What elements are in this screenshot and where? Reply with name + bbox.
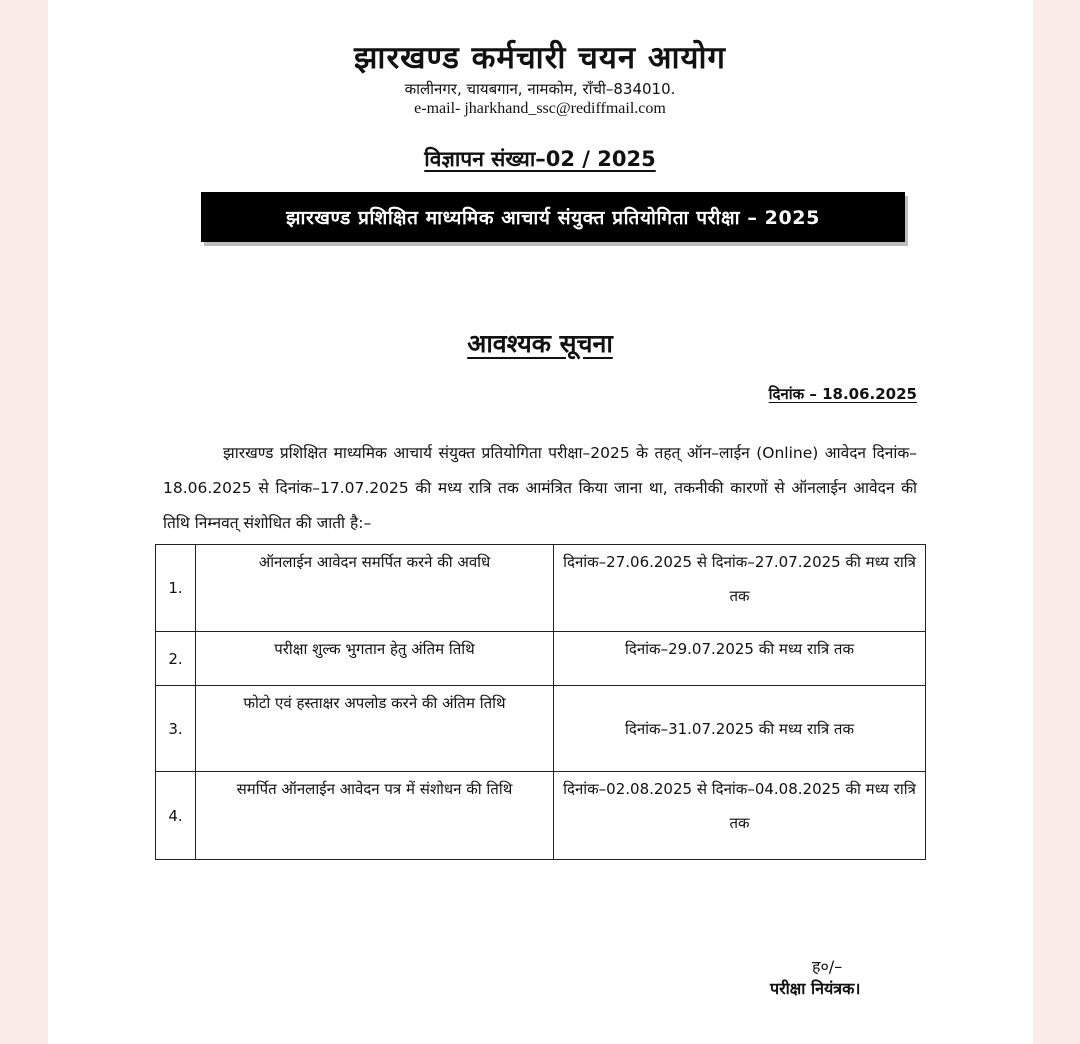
row-serial: 4. — [156, 772, 196, 860]
table-row — [156, 772, 926, 860]
row-value: दिनांक–31.07.2025 की मध्य रात्रि तक — [554, 686, 926, 772]
org-name: झारखण्ड कर्मचारी चयन आयोग — [354, 40, 726, 76]
notice-heading-text: आवश्यक सूचना — [467, 329, 613, 358]
row-serial: 1. — [156, 545, 196, 632]
row-value: दिनांक–02.08.2025 से दिनांक–04.08.2025 की मध्य रात्रि तक — [554, 772, 926, 860]
table-row — [156, 632, 926, 686]
row-item: परीक्षा शुल्क भुगतान हेतु अंतिम तिथि — [196, 632, 554, 686]
org-email: e-mail- jharkhand_ssc@rediffmail.com — [414, 100, 666, 117]
row-serial: 2. — [156, 632, 196, 686]
row-serial: 3. — [156, 686, 196, 772]
row-item: समर्पित ऑनलाईन आवेदन पत्र में संशोधन की तिथि — [196, 772, 554, 860]
advertisement-number-text: विज्ञापन संख्या–02 / 2025 — [424, 147, 656, 171]
row-value: दिनांक–27.06.2025 से दिनांक–27.07.2025 की मध्य रात्रि तक — [554, 545, 926, 632]
row-value: दिनांक–29.07.2025 की मध्य रात्रि तक — [554, 632, 926, 686]
signatory-designation: परीक्षा नियंत्रक। — [770, 979, 861, 998]
row-item: फोटो एवं हस्ताक्षर अपलोड करने की अंतिम तिथि — [196, 686, 554, 772]
notice-heading — [0, 326, 1080, 360]
schedule-table — [155, 544, 926, 860]
advertisement-number — [0, 145, 1080, 173]
org-address: कालीनगर, चायबगान, नामकोम, राँची–834010. — [404, 80, 676, 98]
table-row — [156, 545, 926, 632]
notice-date: दिनांक – 18.06.2025 — [768, 385, 917, 403]
table-row — [156, 686, 926, 772]
exam-title-banner: झारखण्ड प्रशिक्षित माध्यमिक आचार्य संयुक्त प्रतियोगिता परीक्षा – 2025 — [201, 192, 905, 242]
row-item: ऑनलाईन आवेदन समर्पित करने की अवधि — [196, 545, 554, 632]
notice-paragraph: झारखण्ड प्रशिक्षित माध्यमिक आचार्य संयुक्त प्रतियोगिता परीक्षा–2025 के तहत् ऑन–लाईन (Online) आवेदन दिनांक–18.06.2025 से दिनांक–17.07.2025 की मध्य रात्रि तक आमंत्रित किया जाना था, तकनीकी कारणों से ऑनलाईन आवेदन की तिथि निम्नवत् संशोधित की जाती है:– — [163, 444, 917, 532]
signature-mark: ह०/– — [812, 957, 843, 976]
